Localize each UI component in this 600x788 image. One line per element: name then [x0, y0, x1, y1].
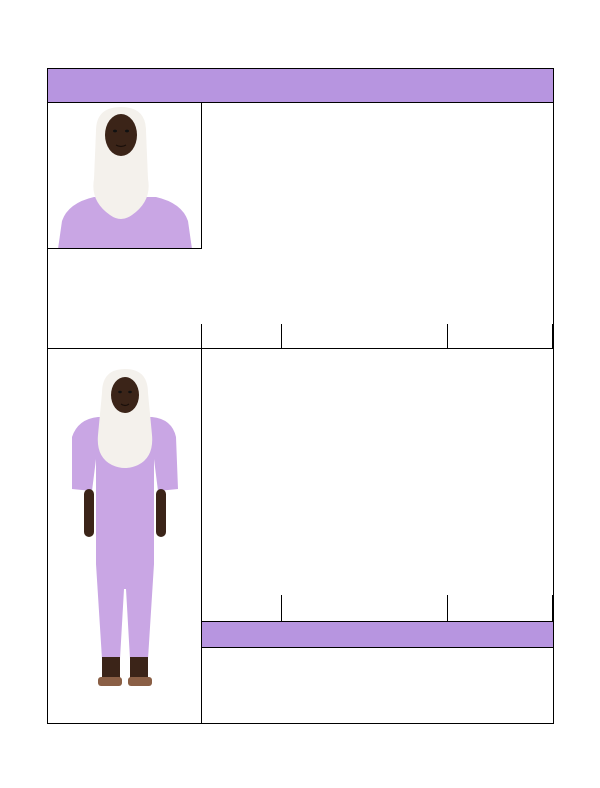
dob-arabic	[448, 324, 553, 349]
education-label	[202, 595, 282, 622]
dob-value	[282, 324, 448, 349]
skill-header	[202, 622, 553, 648]
portrait-photo	[48, 103, 202, 249]
full-body-photo	[48, 349, 202, 724]
photo-label	[48, 324, 202, 349]
cv-title	[48, 69, 553, 103]
portrait-image	[48, 103, 202, 249]
cv-sheet	[47, 68, 554, 724]
education-value	[282, 595, 448, 622]
dob-label	[202, 324, 282, 349]
full-body-image	[48, 349, 202, 724]
education-arabic	[448, 595, 553, 622]
